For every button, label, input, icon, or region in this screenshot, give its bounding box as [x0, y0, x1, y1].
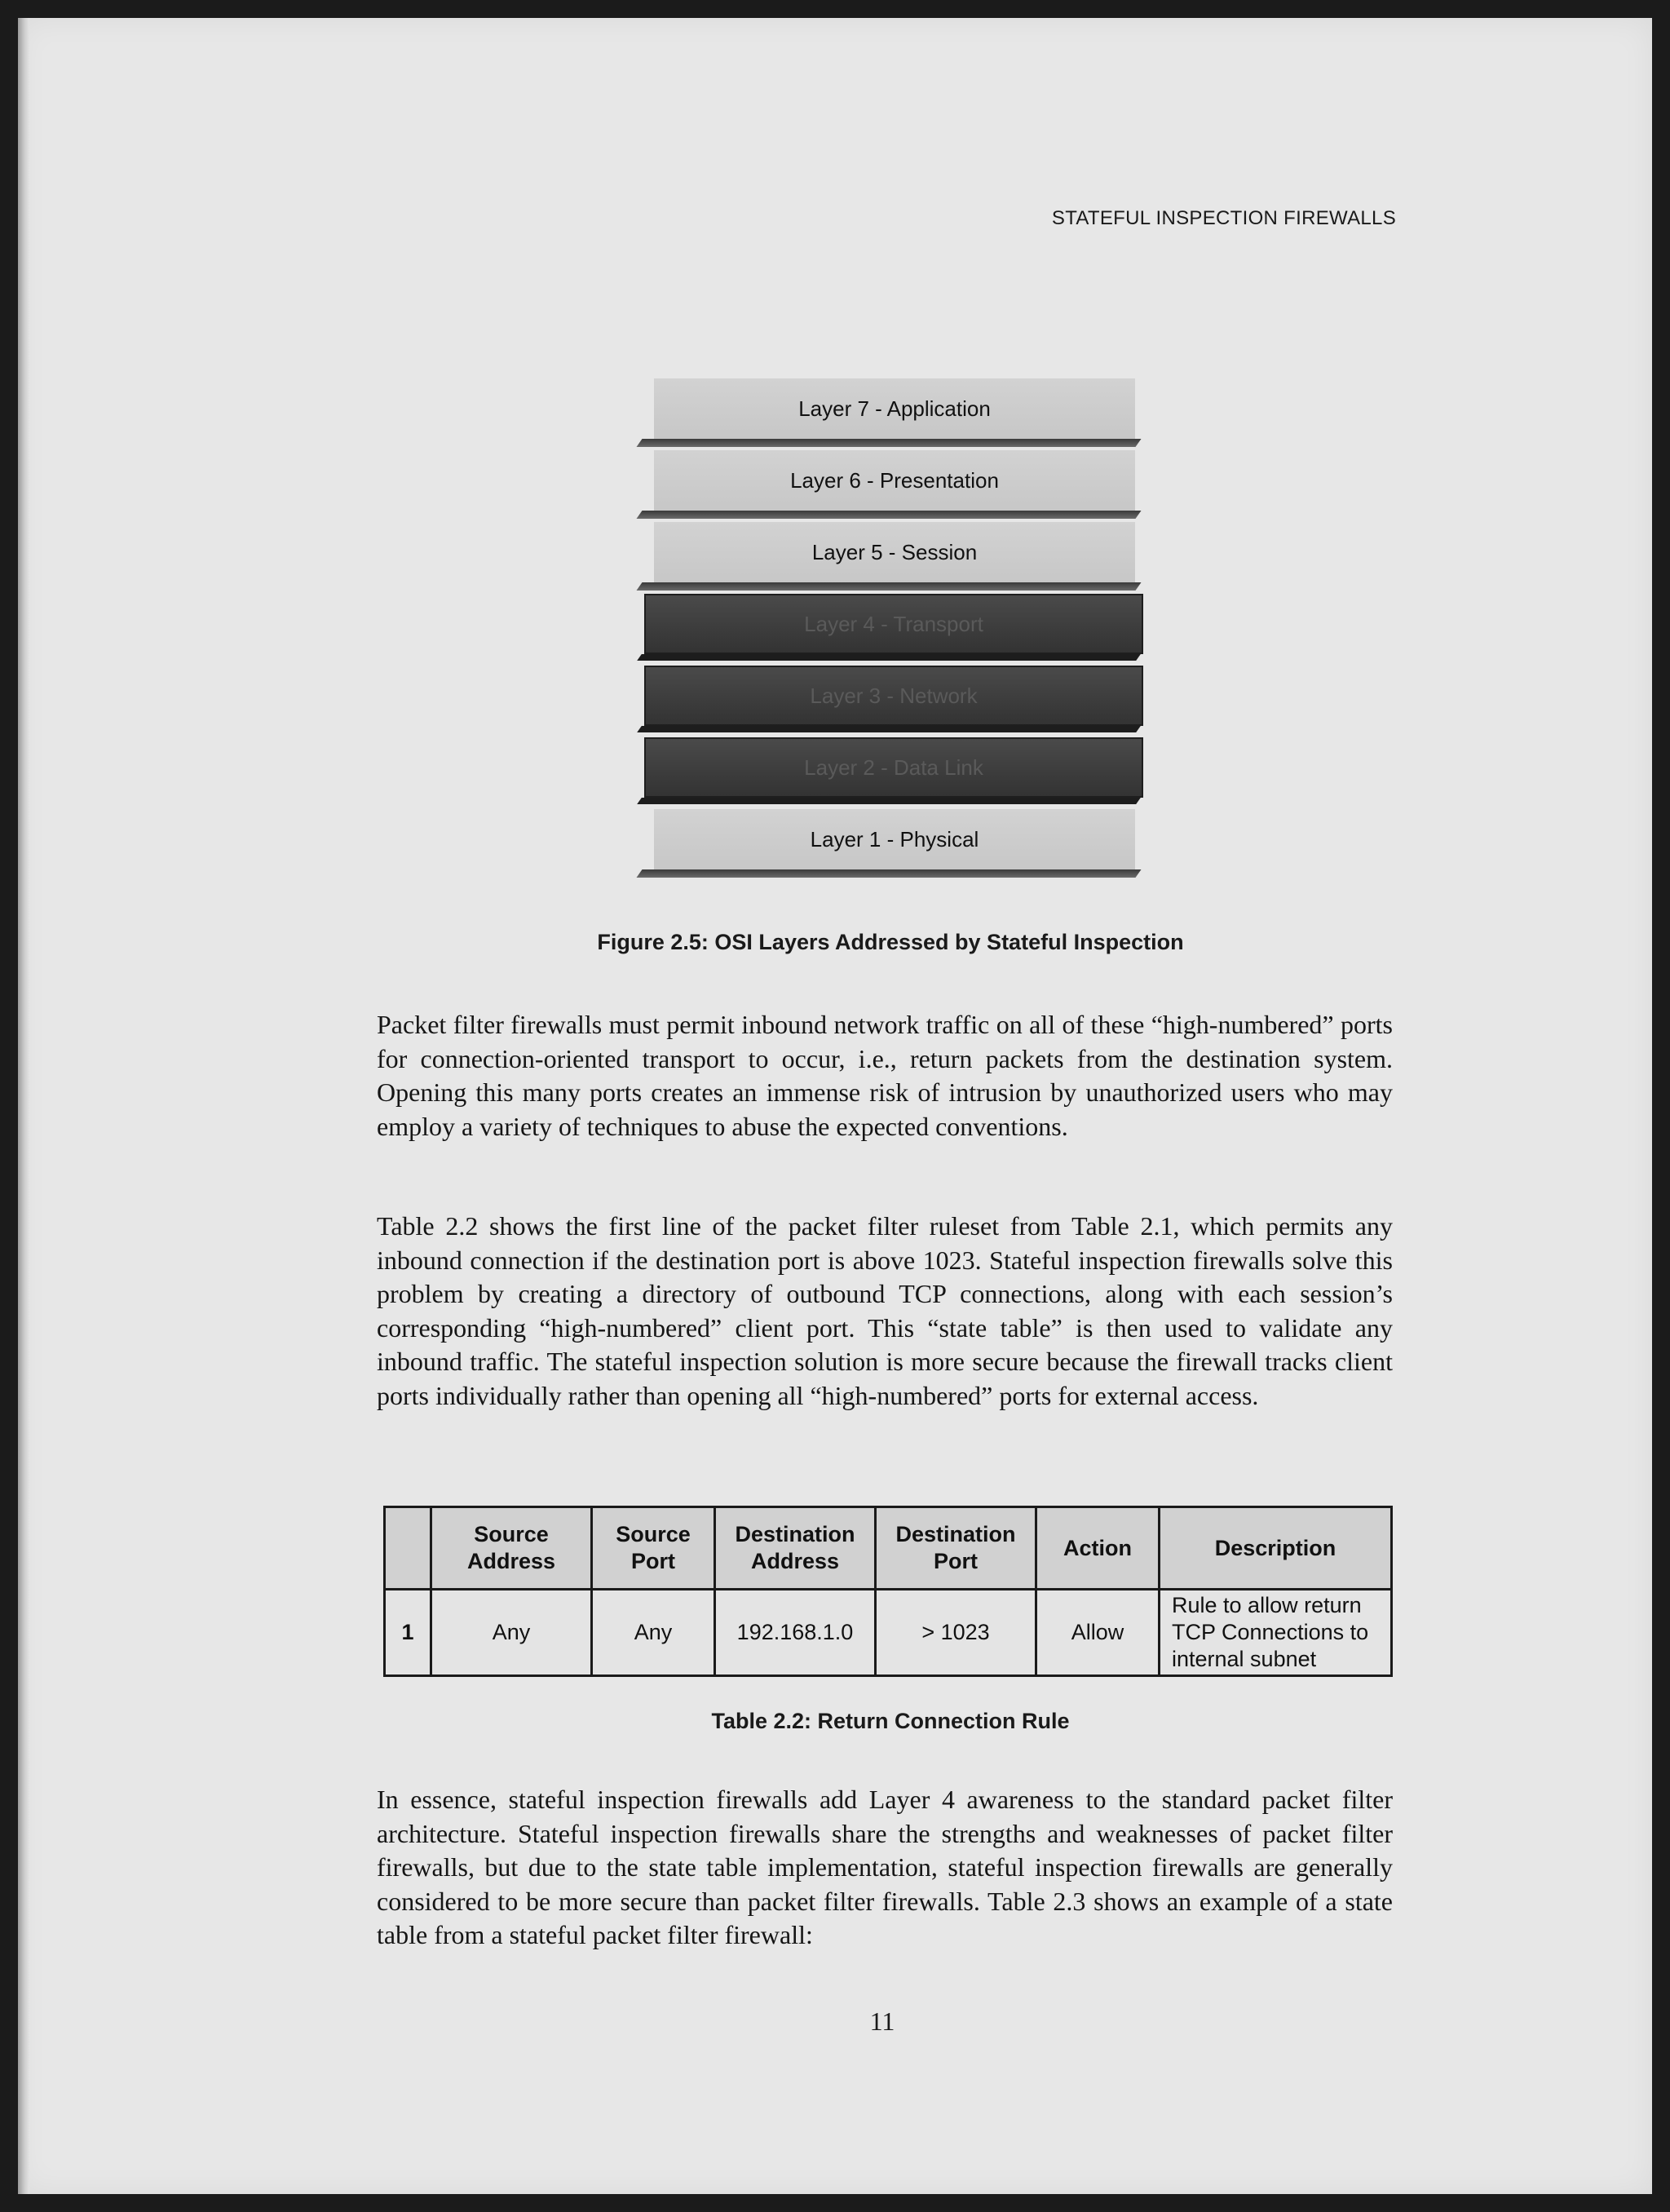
osi-layer-3	[638, 666, 1143, 736]
osi-layer-4-label: Layer 4 - Transport	[644, 594, 1143, 654]
table-header-cell: Action	[1036, 1507, 1160, 1590]
page-number: 11	[869, 2006, 895, 2036]
table-header-cell: Source Address	[431, 1507, 592, 1590]
osi-layer-5	[638, 522, 1143, 592]
osi-layer-3-label: Layer 3 - Network	[644, 666, 1143, 726]
table-row	[385, 1590, 1392, 1676]
table-cell: Rule to allow return TCP Connections to internal subnet	[1160, 1590, 1392, 1676]
table-cell: > 1023	[876, 1590, 1036, 1676]
table-header-cell	[385, 1507, 431, 1590]
table-cell: Allow	[1036, 1590, 1160, 1676]
paragraph-2: Table 2.2 shows the first line of the packet filter ruleset from Table 2.1, which permits any inbound connection if the destination port is above 1023. Stateful inspection firewalls solve this problem by creating a directory of outbound TCP connections, along with each session’s corresponding “high-numbered” client port. This “state table” is then used to validate any inbound traffic. The stateful inspection solution is more secure because the firewall tracks client ports individually rather than opening all “high-numbered” ports for external access.	[377, 1211, 1393, 1410]
table-cell: 192.168.1.0	[715, 1590, 876, 1676]
figure-caption: Figure 2.5: OSI Layers Addressed by Stateful Inspection	[597, 930, 1184, 954]
table-header-cell: Destination Port	[876, 1507, 1036, 1590]
table-header-cell: Description	[1160, 1507, 1392, 1590]
osi-layer-7	[638, 378, 1143, 449]
osi-layer-6	[638, 450, 1143, 520]
osi-layer-1-label: Layer 1 - Physical	[654, 809, 1135, 869]
rule-table	[383, 1506, 1393, 1677]
page-spine-edge	[18, 18, 29, 2194]
table-caption: Table 2.2: Return Connection Rule	[711, 1709, 1070, 1733]
table-header-cell: Source Port	[592, 1507, 715, 1590]
table-header-row	[385, 1507, 1392, 1590]
table-cell: Any	[592, 1590, 715, 1676]
table-cell: Any	[431, 1590, 592, 1676]
paragraph-1: Packet filter firewalls must permit inbound network traffic on all of these “high-numbered” ports for connection-oriented transport to occur, i.e., return packets from the destination system. Opening this many ports creates an immense risk of intrusion by unauthorized users who may employ a variety of techniques to abuse the expected conventions.	[377, 1010, 1393, 1141]
osi-layer-4	[638, 594, 1143, 664]
osi-layer-6-label: Layer 6 - Presentation	[654, 450, 1135, 511]
osi-layer-7-label: Layer 7 - Application	[654, 378, 1135, 439]
paragraph-3: In essence, stateful inspection firewalls add Layer 4 awareness to the standard packet filter architecture. Stateful inspection firewalls share the strengths and weaknesses of packet filter firewalls, but due to the state table implementation, stateful inspection firewalls are generally considered to be more secure than packet filter firewalls. Table 2.3 shows an example of a state table from a stateful packet filter firewall:	[377, 1785, 1393, 1949]
osi-layer-2-label: Layer 2 - Data Link	[644, 737, 1143, 798]
running-head: STATEFUL INSPECTION FIREWALLS	[1051, 207, 1396, 229]
osi-layer-2	[638, 737, 1143, 807]
osi-layer-5-label: Layer 5 - Session	[654, 522, 1135, 582]
osi-layer-diagram	[638, 378, 1143, 881]
document-page	[18, 18, 1652, 2194]
table-header-cell: Destination Address	[715, 1507, 876, 1590]
osi-layer-1	[638, 809, 1143, 879]
table-cell: 1	[385, 1590, 431, 1676]
